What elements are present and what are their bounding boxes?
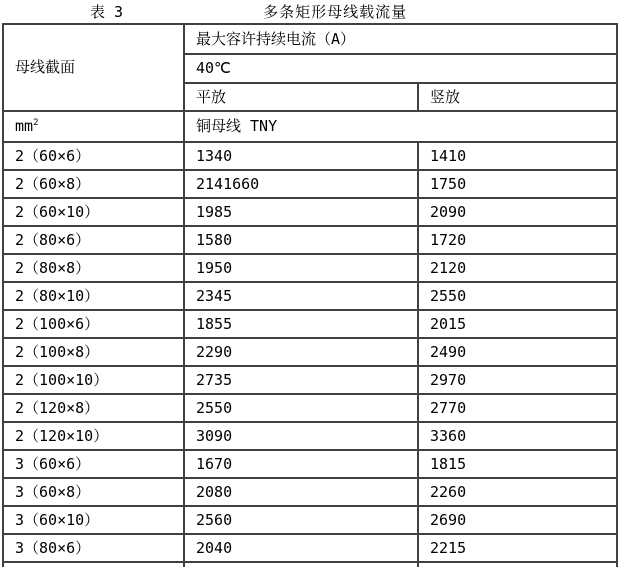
section-cell: 3（60×10）: [3, 506, 184, 534]
header-material: 铜母线 TNY: [184, 111, 617, 142]
flat-current-cell: 2735: [184, 366, 418, 394]
flat-current-cell: 2141660: [184, 170, 418, 198]
vertical-current-cell: 1815: [418, 450, 617, 478]
header-temperature: 40℃: [184, 54, 617, 83]
table-row: [3, 226, 617, 254]
vertical-current-cell: 2090: [418, 198, 617, 226]
flat-current-cell: 2345: [184, 282, 418, 310]
vertical-current-cell: 2690: [418, 506, 617, 534]
vertical-current-cell: 2970: [418, 366, 617, 394]
table-number: 表 3: [90, 3, 124, 21]
table-header-rows: [3, 24, 617, 142]
vertical-current-cell: 2215: [418, 534, 617, 562]
flat-current-cell: 3090: [184, 422, 418, 450]
section-cell: 2（120×8）: [3, 394, 184, 422]
table-partial-rows: [3, 562, 617, 567]
header-max-current: 最大容许持续电流（A）: [184, 24, 617, 54]
table-row: [3, 310, 617, 338]
vertical-current-cell: 1410: [418, 142, 617, 170]
table-row: [3, 478, 617, 506]
unit-superscript: 2: [33, 118, 39, 128]
section-cell: 2（120×10）: [3, 422, 184, 450]
flat-current-cell: 1580: [184, 226, 418, 254]
vertical-current-cell: 2550: [418, 282, 617, 310]
partial-section-cell: [3, 562, 184, 567]
header-flat: 平放: [184, 83, 418, 111]
table-row: [3, 338, 617, 366]
section-cell: 3（60×8）: [3, 478, 184, 506]
flat-current-cell: 2560: [184, 506, 418, 534]
flat-current-cell: 1855: [184, 310, 418, 338]
flat-current-cell: 1670: [184, 450, 418, 478]
table-row: [3, 198, 617, 226]
section-cell: 3（80×6）: [3, 534, 184, 562]
flat-current-cell: 2080: [184, 478, 418, 506]
section-cell: 2（60×6）: [3, 142, 184, 170]
table-row: [3, 422, 617, 450]
section-cell: 2（100×6）: [3, 310, 184, 338]
header-vertical: 竖放: [418, 83, 617, 111]
flat-current-cell: 2040: [184, 534, 418, 562]
section-cell: 3（60×6）: [3, 450, 184, 478]
header-busbar-section: 母线截面: [3, 24, 184, 111]
table-title: 多条矩形母线载流量: [263, 3, 408, 21]
unit-base: mm: [15, 117, 34, 135]
table-row: [3, 534, 617, 562]
flat-current-cell: 1985: [184, 198, 418, 226]
partial-vertical-cell: [418, 562, 617, 567]
flat-current-cell: 2290: [184, 338, 418, 366]
section-cell: 2（100×10）: [3, 366, 184, 394]
flat-current-cell: 2550: [184, 394, 418, 422]
table-row: [3, 366, 617, 394]
table-caption: [0, 0, 618, 23]
partial-row: [3, 562, 617, 567]
section-cell: 2（100×8）: [3, 338, 184, 366]
vertical-current-cell: 2015: [418, 310, 617, 338]
table-row: [3, 450, 617, 478]
vertical-current-cell: 2120: [418, 254, 617, 282]
vertical-current-cell: 1750: [418, 170, 617, 198]
vertical-current-cell: 2770: [418, 394, 617, 422]
vertical-current-cell: 2260: [418, 478, 617, 506]
section-cell: 2（60×8）: [3, 170, 184, 198]
table-row: [3, 282, 617, 310]
flat-current-cell: 1340: [184, 142, 418, 170]
table-row: [3, 170, 617, 198]
table-body: [3, 142, 617, 562]
section-cell: 2（80×6）: [3, 226, 184, 254]
table-row: [3, 394, 617, 422]
section-cell: 2（80×8）: [3, 254, 184, 282]
section-cell: 2（60×10）: [3, 198, 184, 226]
header-unit: [3, 111, 184, 142]
table-row: [3, 142, 617, 170]
busbar-ampacity-table: [2, 23, 618, 567]
vertical-current-cell: 2490: [418, 338, 617, 366]
table-row: [3, 506, 617, 534]
flat-current-cell: 1950: [184, 254, 418, 282]
vertical-current-cell: 3360: [418, 422, 617, 450]
section-cell: 2（80×10）: [3, 282, 184, 310]
partial-flat-cell: [184, 562, 418, 567]
table-row: [3, 254, 617, 282]
vertical-current-cell: 1720: [418, 226, 617, 254]
